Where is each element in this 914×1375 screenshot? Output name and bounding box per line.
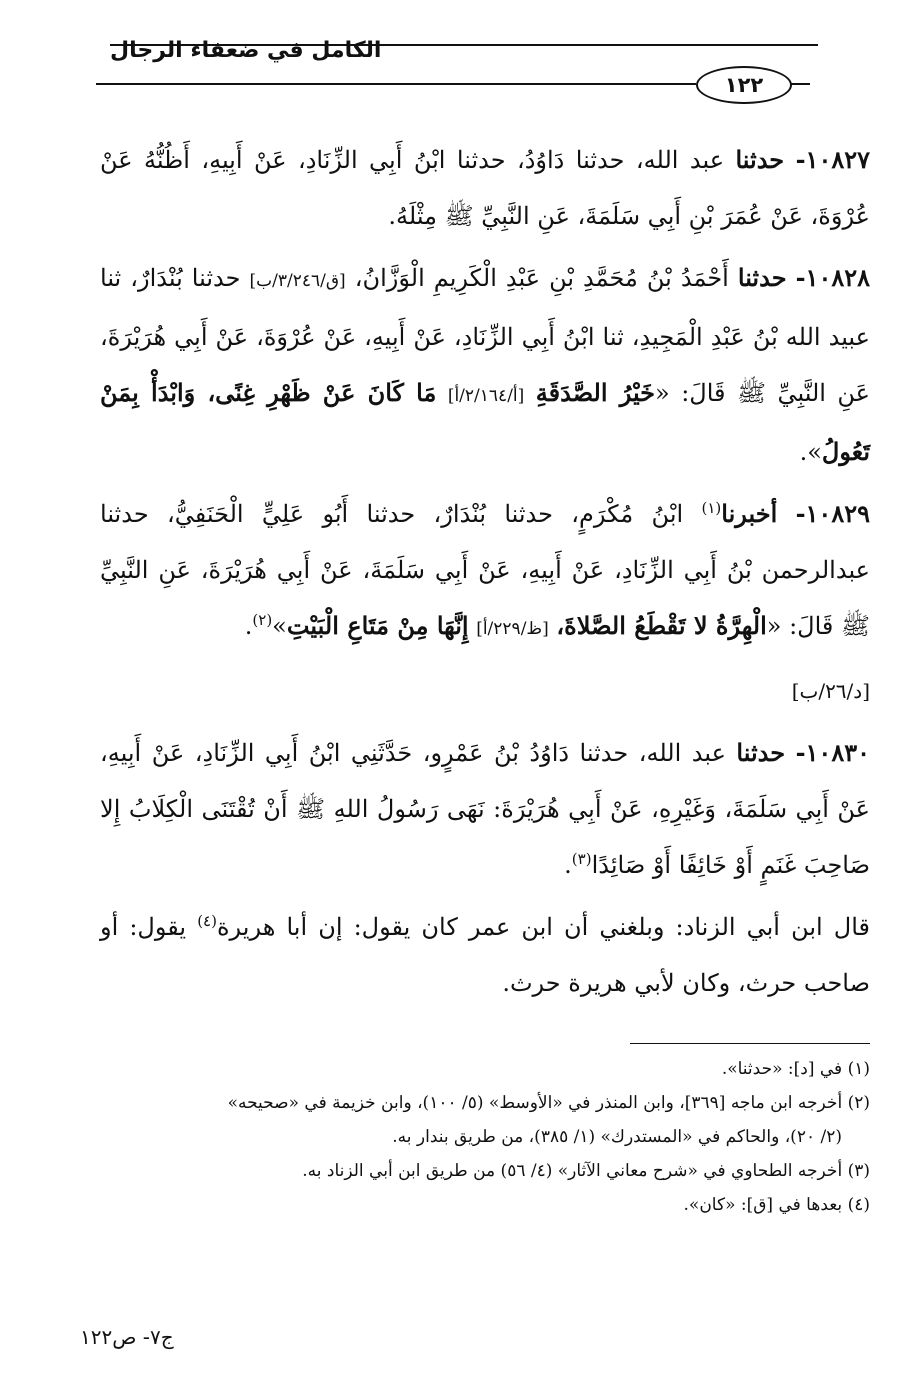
volume-page-footer xyxy=(80,1325,174,1349)
commentary-text: قال ابن أبي الزناد: وبلغني أن ابن عمر كان يقول: إن أبا هريرة xyxy=(216,913,870,941)
hadith-text: عبد الله، حدثنا دَاوُدُ، حدثنا ابْنُ أَبِي الزِّنَادِ، عَنْ أَبِيهِ، أَظُنُّهُ عَنْ عُرْوَةَ، عَنْ عُمَرَ بْنِ أَبِي سَلَمَةَ، عَنِ النَّبِيِّ ﷺ مِثْلَهُ. xyxy=(100,146,870,230)
hadith-quote: مَا كَانَ عَنْ ظَهْرِ غِنًى، وَابْدَأْ بِمَنْ تَعُولُ xyxy=(100,378,870,466)
hadith-text: ابْنُ مُكْرَمٍ، حدثنا بُنْدَارٌ، حدثنا أَبُو عَلِيٍّ الْحَنَفِيُّ، حدثنا عبدالرحمن بْنُ أَبِي الزِّنَادِ، عَنْ أَبِيهِ، عَنْ أَبِي سَلَمَةَ، عَنْ أَبِي هُرَيْرَةَ، عَنِ النَّبِيِّ ﷺ قَالَ: « xyxy=(100,500,870,640)
footnote-number: (٢) xyxy=(847,1093,870,1113)
hadith-quote: إِنَّهَا مِنْ مَتَاعِ الْبَيْتِ xyxy=(286,611,469,640)
hadith-entry xyxy=(100,725,870,893)
hadith-number: ١٠٨٣٠- xyxy=(795,738,870,767)
hadith-text: أَحْمَدُ بْنُ مُحَمَّدِ بْنِ عَبْدِ الْكَرِيمِ الْوَزَّانُ، xyxy=(354,264,729,292)
narration-lead: حدثنا xyxy=(735,145,785,174)
footnote-text: في [د]: «حدثنا». xyxy=(721,1059,843,1079)
hadith-entry xyxy=(100,486,870,657)
manuscript-ref: [د/٢٦/ب] xyxy=(791,679,870,703)
sentence-end: . xyxy=(564,851,572,879)
footnote-text: أخرجه الطحاوي في «شرح معاني الآثار» (٤/ ٥٦) من طريق ابن أبي الزناد به. xyxy=(302,1161,843,1181)
footnote-marker: (٣) xyxy=(571,850,592,868)
narration-lead: أخبرنا xyxy=(721,499,778,528)
manuscript-ref: [ق/٣/٢٤٦/ب] xyxy=(249,271,346,291)
footnote-text: بعدها في [ق]: «كان». xyxy=(683,1195,843,1215)
folio-ref-line xyxy=(100,663,870,719)
footnote xyxy=(100,1052,870,1086)
manuscript-ref: [ظ/٢٢٩/أ] xyxy=(476,619,549,639)
footnote-rule xyxy=(630,1043,870,1044)
header-rule xyxy=(110,44,818,46)
footnotes xyxy=(100,1052,870,1222)
hadith-number: ١٠٨٢٨- xyxy=(795,263,870,292)
volume-page: ج٧- ص١٢٢ xyxy=(80,1325,174,1349)
badge-rule-right xyxy=(790,83,810,85)
page-number: ١٢٢ xyxy=(724,73,764,97)
footnote-number: (٣) xyxy=(847,1161,870,1181)
badge-rule-left xyxy=(96,83,696,85)
page-number-badge xyxy=(696,66,792,104)
manuscript-ref: [أ/٢/١٦٤/أ] xyxy=(447,386,525,406)
footnote xyxy=(100,1154,870,1188)
footnote xyxy=(100,1086,870,1120)
narration-lead: حدثنا xyxy=(736,738,786,767)
hadith-text: حدثنا بُنْدَارٌ، ثنا عبيد الله بْنُ عَبْدِ الْمَجِيدِ، ثنا ابْنُ أَبِي الزِّنَادِ، عَنْ أَبِيهِ، عَنْ عُرْوَةَ، عَنْ أَبِي هُرَيْرَةَ، عَنِ النَّبِيِّ ﷺ قَالَ: « xyxy=(100,264,870,407)
commentary-paragraph xyxy=(100,899,870,1011)
commentary-text: يقول: أو صاحب حرث، وكان لأبي هريرة حرث. xyxy=(100,913,870,997)
footnote-text: أخرجه ابن ماجه [٣٦٩]، وابن المنذر في «الأوسط» (٥/ ١٠٠)، وابن خزيمة في «صحيحه» xyxy=(227,1093,843,1113)
hadith-number: ١٠٨٢٩- xyxy=(795,499,870,528)
footnote xyxy=(100,1188,870,1222)
hadith-entry xyxy=(100,132,870,244)
footnote-number: (١) xyxy=(847,1059,870,1079)
hadith-quote: خَيْرُ الصَّدَقَةِ xyxy=(535,378,656,407)
footnote-marker: (١) xyxy=(701,499,722,517)
hadith-text: عبد الله، حدثنا دَاوُدُ بْنُ عَمْرٍو، حَدَّثَنِي ابْنُ أَبِي الزِّنَادِ، عَنْ أَبِيهِ، عَنْ أَبِي سَلَمَةَ، وَغَيْرِهِ، عَنْ أَبِي هُرَيْرَةَ: نَهَى رَسُولُ اللهِ ﷺ أَنْ تُقْتَنَى الْكِلَابُ إِلا صَاحِبَ غَنَمٍ أَوْ خَائِفًا أَوْ صَائِدًا xyxy=(100,739,870,879)
book-title: الكامل في ضعفاء الرجال xyxy=(110,38,382,63)
main-text xyxy=(100,132,870,1017)
hadith-quote: الْهِرَّةُ لا تَقْطَعُ الصَّلاةَ، xyxy=(556,611,767,640)
footnote-number: (٤) xyxy=(847,1195,870,1215)
footnote-marker: (٢) xyxy=(252,611,273,629)
hadith-number: ١٠٨٢٧- xyxy=(795,145,870,174)
quote-close: » xyxy=(272,612,287,640)
footnote-text: (٢/ ٢٠)، والحاكم في «المستدرك» (١/ ٣٨٥)، من طريق بندار به. xyxy=(392,1127,842,1147)
hadith-entry xyxy=(100,250,870,480)
footnote-marker: (٤) xyxy=(197,912,217,930)
quote-close: ». xyxy=(799,438,822,466)
sentence-end: . xyxy=(244,612,253,640)
footnote-continuation xyxy=(100,1120,870,1154)
narration-lead: حدثنا xyxy=(737,263,787,292)
